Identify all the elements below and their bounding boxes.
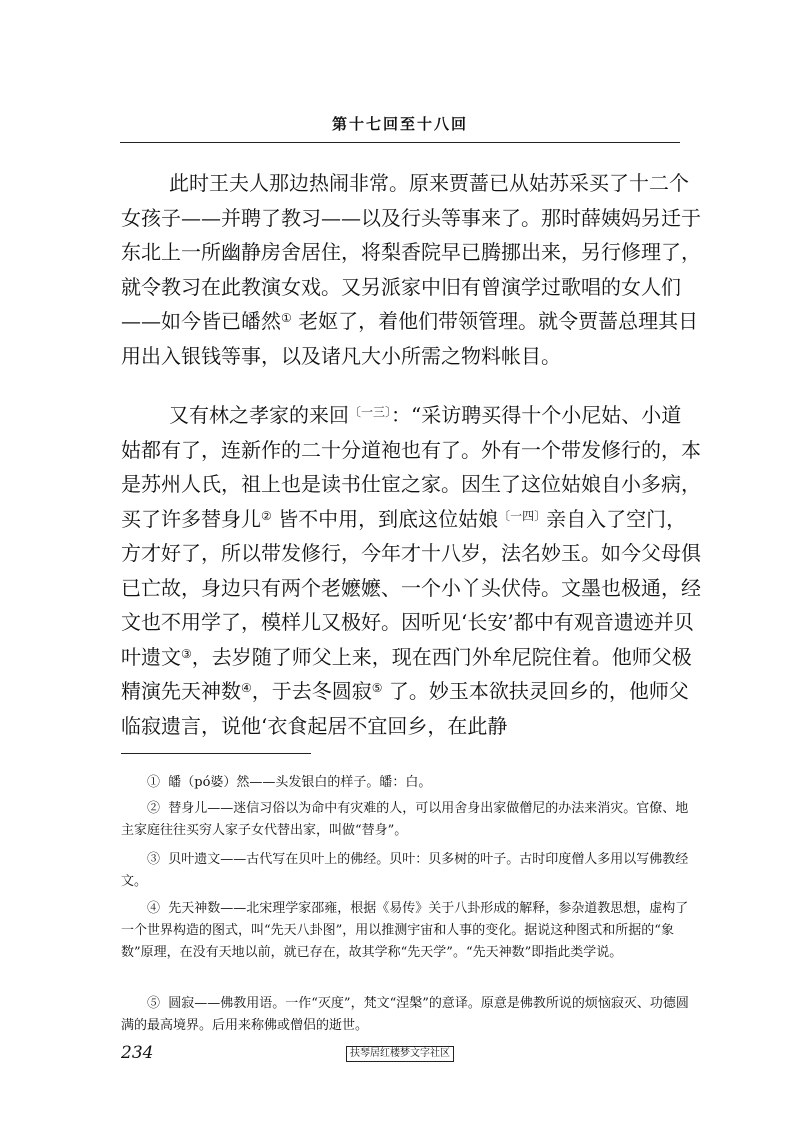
paragraph-2 xyxy=(121,398,701,743)
footnote-1 xyxy=(121,772,701,794)
p2-f: ，于去冬圆寂 xyxy=(251,679,372,703)
p2-c: 皆不中用，到底这位姑娘 xyxy=(271,506,499,531)
paragraph-1 xyxy=(121,166,701,373)
footnote-text: 贝叶遗文——古代写在贝叶上的佛经。贝叶：贝多树的叶子。古时印度僧人多用以写佛教经文。 xyxy=(121,852,689,889)
footnote-mark: ① xyxy=(147,775,161,790)
p2-e: ，去岁随了师父上来，现在西门外牟尼院住着。他师父极精演先天神数 xyxy=(121,644,692,703)
footnote-mark: ④ xyxy=(147,901,161,916)
footnote-4 xyxy=(121,898,701,964)
footnote-rule xyxy=(121,753,311,754)
footnote-mark: ③ xyxy=(147,852,161,867)
footnote-ref-2[interactable]: ② xyxy=(261,508,272,523)
footnote-ref-3[interactable]: ③ xyxy=(181,646,192,661)
p2-a: 又有林之孝家的来回 xyxy=(169,403,349,427)
footnote-3 xyxy=(121,849,701,893)
footnote-mark: ② xyxy=(147,801,161,816)
page-number: 234 xyxy=(121,1043,154,1063)
footnote-ref-1[interactable]: ① xyxy=(281,311,292,325)
editor-note-14[interactable]: 〔一四〕 xyxy=(498,508,547,523)
footnote-text: 皤（pó婆）然——头发银白的样子。皤：白。 xyxy=(168,775,432,790)
running-header: 第十七回至十八回 xyxy=(331,115,468,133)
watermark-stamp: 扶琴居红楼梦文字社区 xyxy=(346,1046,454,1062)
footnote-ref-5[interactable]: ⑤ xyxy=(371,681,383,695)
footnote-text: 替身儿——迷信习俗以为命中有灾难的人，可以用舍身出家做僧尼的办法来消灾。官僚、地主家庭往往买穷人家子女代替出家，叫做“替身”。 xyxy=(121,801,689,838)
footnote-2 xyxy=(121,798,701,842)
footnote-text: 先天神数——北宋理学家邵雍，根据《易传》关于八卦形成的解释，参杂道教思想，虚构了一个世界构造的图式，叫“先天八卦图”，用以推测宇宙和人事的变化。据说这种图式和所据的“象数”原理，在没有天地以前，就已存在，故其学称“先天学”。“先天神数”即指此类学说。 xyxy=(121,901,689,960)
footnote-text: 圆寂——佛教用语。一作“灭度”，梵文“涅槃”的意译。原意是佛教所说的烦恼寂灭、功德圆满的最高境界。后用来称佛或僧侣的逝世。 xyxy=(121,996,689,1033)
p1-text-b: 老妪了，着他们带领管理。就令贾蔷总理其日用出入银钱等事，以及诸凡大小所需之物料帐目。 xyxy=(121,309,699,368)
footnote-ref-4[interactable]: ④ xyxy=(241,681,252,695)
p2-d: 亲自入了空门，方才好了，所以带发修行，今年才十八岁，法名妙玉。如今父母俱已亡故，身边只有两个老嬷嬷、一个小丫头伏侍。文墨也极通，经文也不用学了，模样儿又极好。因听见‘长安’都中有观音遗迹并贝叶遗文 xyxy=(121,506,701,669)
editor-note-13[interactable]: 〔一三〕 xyxy=(349,405,392,419)
footnote-mark: ⑤ xyxy=(147,996,161,1011)
header-rule xyxy=(120,142,680,143)
p2-g: 了。妙玉本欲扶灵回乡的，他师父临寂遗言，说他‘衣食起居不宜回乡，在此静 xyxy=(121,679,689,738)
footnote-5 xyxy=(121,993,701,1037)
p2-b: ：“采访聘买得十个小尼姑、小道姑都有了，连新作的二十分道袍也有了。外有一个带发修行的，本是苏州人氏，祖上也是读书仕宦之家。因生了这位姑娘自小多病，买了许多替身儿 xyxy=(121,403,701,531)
p1-text: 此时王夫人那边热闹非常。原来贾蔷已从姑苏采买了十二个女孩子——并聘了教习——以及行头等事来了。那时薛姨妈另迁于东北上一所幽静房舍居住，将梨香院早已腾挪出来，另行修理了，就令教习在此教演女戏。又另派家中旧有曾演学过歌唱的女人们——如今皆已皤然 xyxy=(121,171,701,333)
